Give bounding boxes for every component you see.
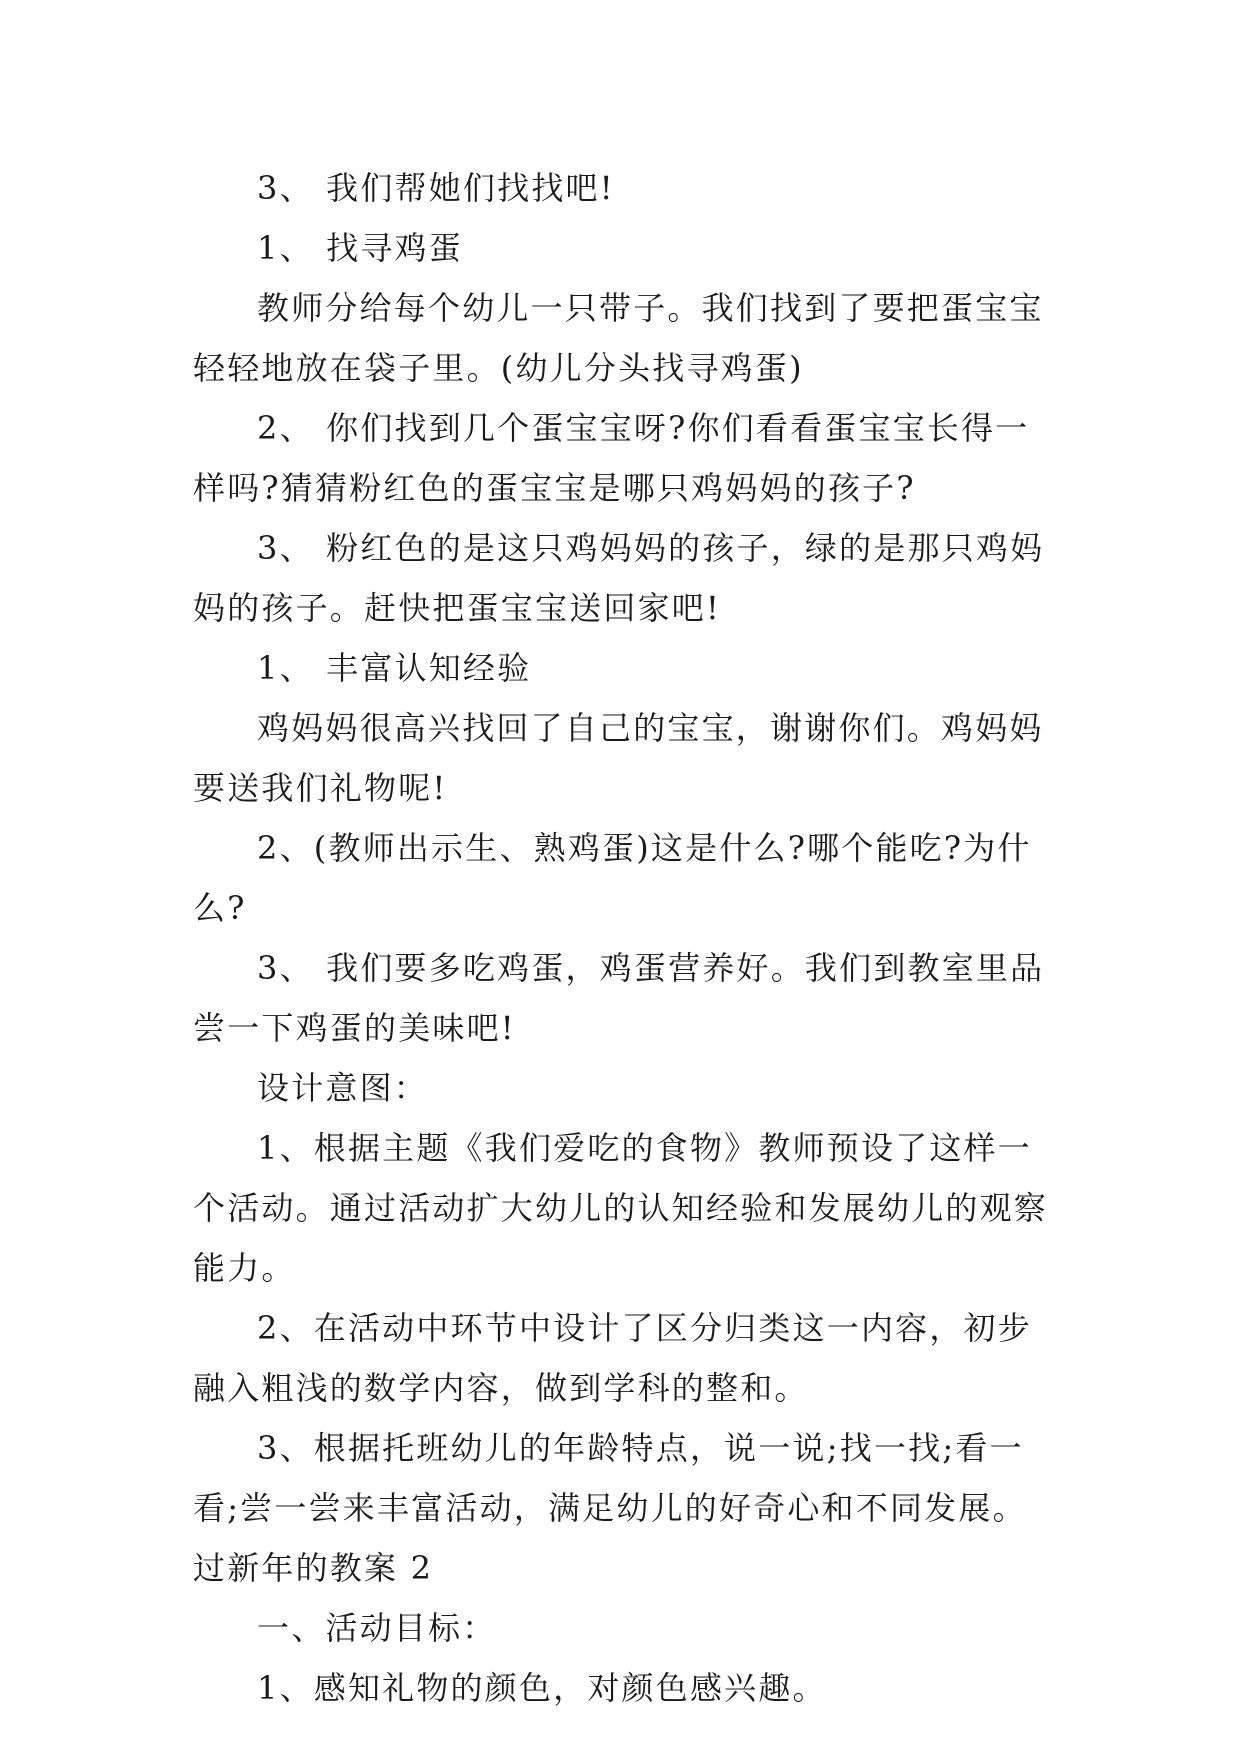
document-body <box>193 158 1053 1718</box>
paragraph: 3、根据托班幼儿的年龄特点，说一说;找一找;看一看;尝一尝来丰富活动，满足幼儿的好奇心和不同发展。 <box>193 1429 1027 1527</box>
paragraph: 设计意图： <box>257 1069 429 1107</box>
section-title: 过新年的教案 2 <box>193 1549 434 1587</box>
paragraph: 3、 我们帮她们找找吧! <box>257 169 615 207</box>
paragraph: 1、根据主题《我们爱吃的食物》教师预设了这样一个活动。通过活动扩大幼儿的认知经验和发展幼儿的观察能力。 <box>193 1129 1049 1287</box>
paragraph: 1、 找寻鸡蛋 <box>257 229 463 267</box>
paragraph: 3、 我们要多吃鸡蛋，鸡蛋营养好。我们到教室里品尝一下鸡蛋的美味吧! <box>193 949 1045 1047</box>
paragraph: 2、(教师出示生、熟鸡蛋)这是什么?哪个能吃?为什么? <box>193 829 1032 927</box>
paragraph: 一、活动目标： <box>257 1609 497 1647</box>
paragraph: 3、 粉红色的是这只鸡妈妈的孩子，绿的是那只鸡妈妈的孩子。赶快把蛋宝宝送回家吧! <box>193 529 1045 627</box>
paragraph: 1、感知礼物的颜色，对颜色感兴趣。 <box>257 1669 827 1707</box>
paragraph: 1、 丰富认知经验 <box>257 649 532 687</box>
paragraph: 2、 你们找到几个蛋宝宝呀?你们看看蛋宝宝长得一样吗?猜猜粉红色的蛋宝宝是哪只鸡妈妈的孩子? <box>193 409 1030 507</box>
paragraph: 2、在活动中环节中设计了区分归类这一内容，初步融入粗浅的数学内容，做到学科的整和。 <box>193 1309 1032 1407</box>
paragraph: 教师分给每个幼儿一只带子。我们找到了要把蛋宝宝轻轻地放在袋子里。(幼儿分头找寻鸡蛋) <box>193 289 1044 387</box>
paragraph: 鸡妈妈很高兴找回了自己的宝宝，谢谢你们。鸡妈妈要送我们礼物呢! <box>193 709 1044 807</box>
